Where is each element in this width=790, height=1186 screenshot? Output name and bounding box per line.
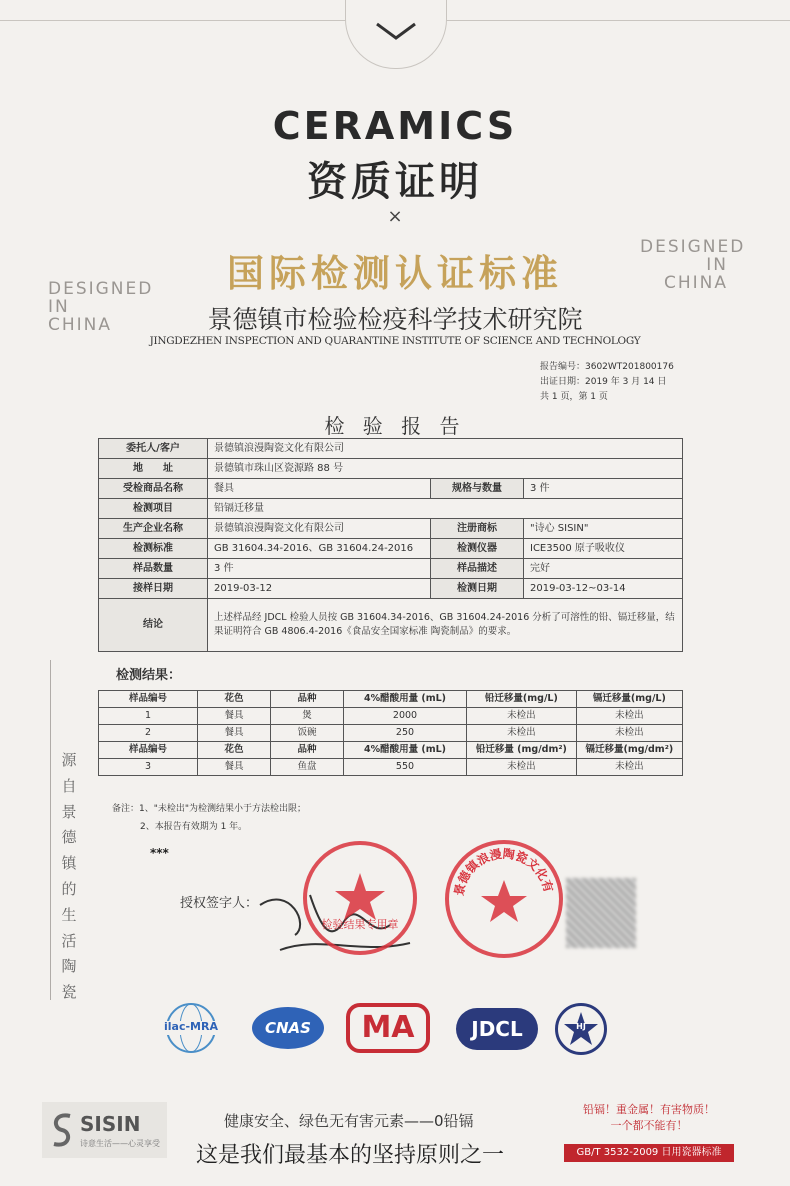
table-row: 检测项目 铅镉迁移量	[99, 499, 683, 519]
report-meta	[540, 360, 674, 405]
gb-standard-badge: GB/T 3532-2009 日用瓷器标准	[564, 1144, 734, 1162]
issue-date: 出证日期：2019 年 3 月 14 日	[540, 377, 667, 387]
table-row: 受检商品名称 餐具 规格与数量 3 件	[99, 479, 683, 499]
hj-logo: HJ	[555, 1003, 607, 1055]
certificate-heading: 资质证明	[307, 159, 483, 205]
company-seal-icon	[443, 838, 565, 960]
report-title: 检 验 报 告	[324, 414, 466, 438]
table-row: 检测标准 GB 31604.34-2016、GB 31604.24-2016 检测仪器 ICE3500 原子吸收仪	[99, 539, 683, 559]
side-vertical-text: 源 自 景 德 镇 的 生 活 陶 瓷	[61, 751, 77, 1002]
table-row: 3 餐具 鱼盘 550 未检出 未检出	[99, 759, 683, 776]
cma-logo: MA	[346, 1003, 430, 1053]
table-row: 样品数量 3 件 样品描述 完好	[99, 559, 683, 579]
table-header-row: 样品编号 花色 品种 4%醋酸用量 (mL) 铅迁移量(mg/L) 镉迁移量(mg/L)	[99, 691, 683, 708]
sisin-brand-logo: SISIN 诗意生活——心灵享受	[42, 1102, 167, 1158]
times-mark: ×	[387, 206, 403, 227]
report-info-table	[98, 438, 683, 652]
designed-in-china-left: DESIGNED IN CHINA	[48, 279, 154, 335]
ilac-mra-logo: ilac-MRA	[162, 1000, 220, 1056]
footer-line-2: 这是我们最基本的坚持原则之一	[196, 1143, 505, 1168]
table-row: 地 址 景德镇市珠山区瓷源路 88 号	[99, 459, 683, 479]
report-number: 报告编号：3602WT201800176	[540, 362, 674, 372]
ceramics-heading: CERAMICS	[272, 104, 518, 148]
warning-text: 铅镉！重金属！有害物质！ 一个都不能有！	[583, 1103, 715, 1132]
intl-standard-heading: 国际检测认证标准	[227, 252, 563, 295]
side-divider	[50, 660, 51, 1000]
page-count: 共 1 页，第 1 页	[540, 392, 608, 402]
inspection-seal: 检验结果专用章	[300, 838, 420, 958]
chevron-down-icon	[371, 18, 421, 44]
footer-line-1: 健康安全、绿色无有害元素——0铅镉	[224, 1112, 474, 1130]
table-row: 1 餐具 煲 2000 未检出 未检出	[99, 708, 683, 725]
table-row: 接样日期 2019-03-12 检测日期 2019-03-12~03-14	[99, 579, 683, 599]
results-title: 检测结果：	[116, 668, 182, 683]
scroll-down-tab[interactable]	[345, 0, 447, 69]
conclusion-text: 上述样品经 JDCL 检验人员按 GB 31604.34-2016、GB 31604.24-2016 分析了可溶性的铅、镉迁移量，结果证明符合 GB 4806.4-2016《食品安全国家标准 陶瓷制品》的要求。	[208, 599, 683, 652]
table-row: 委托人/客户 景德镇浪漫陶瓷文化有限公司	[99, 439, 683, 459]
table-row: 2 餐具 饭碗 250 未检出 未检出	[99, 725, 683, 742]
table-header-row: 样品编号 花色 品种 4%醋酸用量 (mL) 铅迁移量 (mg/dm²) 镉迁移量(mg/dm²)	[99, 742, 683, 759]
company-seal	[443, 838, 565, 960]
table-row: 生产企业名称 景德镇浪漫陶瓷文化有限公司 注册商标 "诗心 SISIN"	[99, 519, 683, 539]
svg-text:景德镇浪漫陶瓷文化有限公司: 景德镇浪漫陶瓷文化有	[451, 846, 556, 897]
seal-stamp-icon	[300, 838, 420, 958]
qr-code[interactable]	[566, 878, 636, 948]
jdcl-logo: JDCL	[456, 1008, 538, 1050]
results-table	[98, 690, 683, 776]
sisin-s-icon	[48, 1110, 76, 1150]
report-notes: 备注：1、"未检出"为检测结果小于方法检出限； 2、本报告有效期为 1 年。	[112, 804, 307, 832]
table-row: 结论 上述样品经 JDCL 检验人员按 GB 31604.34-2016、GB 31604.24-2016 分析了可溶性的铅、镉迁移量，结果证明符合 GB 4806.4-2016《食品安全国家标准 陶瓷制品》的要求。	[99, 599, 683, 652]
institute-name: 景德镇市检验检疫科学技术研究院	[207, 305, 583, 334]
cnas-logo: CNAS	[250, 1005, 326, 1051]
institute-name-en: JINGDEZHEN INSPECTION AND QUARANTINE INSTITUTE OF SCIENCE AND TECHNOLOGY	[149, 335, 641, 347]
designed-in-china-right: DESIGNED IN CHINA	[640, 237, 746, 293]
stars-mark: ***	[150, 846, 169, 860]
signer-label: 授权签字人：	[180, 896, 259, 911]
